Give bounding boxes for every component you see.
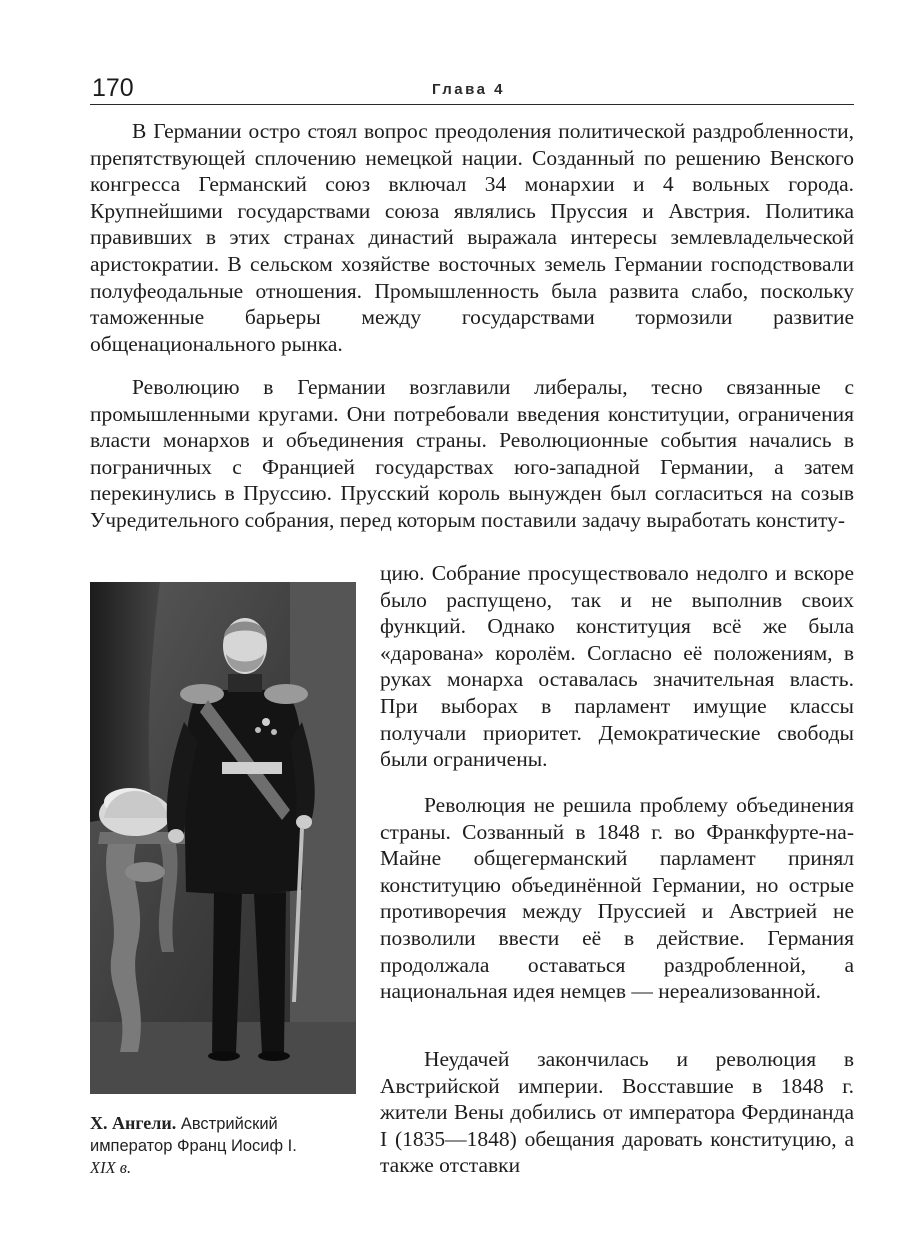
chapter-title: Глава 4	[432, 81, 506, 98]
caption-text: Австрийский император Франц Иосиф I.	[90, 1115, 297, 1155]
portrait-franz-joseph-illustration	[90, 582, 356, 1094]
caption-author: Х. Ангели.	[90, 1113, 177, 1133]
paragraph-unification-problem: Революция не решила проблему объединения страны. Созванный в 1848 г. во Франкфурте-на-Майне общегерманский парламент принял конституцию объединённой Германии, но острые противоречия между Пруссией и Австрией не позволили ввести её в действие. Германия продолжала оставаться раздробленной, а национальная идея немцев — нереализованной.	[380, 793, 854, 1004]
caption-century: XIX в.	[90, 1158, 132, 1177]
paragraph-revolution-germany-continued: цию. Собрание просуществовало недолго и вскоре было распущено, так и не выполнив своих функций. Однако конституция всё же была «дарована» королём. Согласно её положениям, в руках монарха оставалась значительная власть. При выборах в парламент имущие классы получали приоритет. Демократические свободы были ограничены.	[380, 561, 854, 772]
portrait-image	[90, 582, 356, 1094]
paragraph-germany-fragmentation: В Германии остро стоял вопрос преодоления политической раздробленности, препятствующей сплочению немецкой нации. Созданный по решению Венского конгресса Германский союз включал 34 монархии и 4 вольных города. Крупнейшими государствами союза являлись Пруссия и Австрия. Политика правивших в этих странах династий выражала интересы землевладельческой аристократии. В сельском хозяйстве восточных земель Германии господствовали полуфеодальные отношения. Промышленность была развита слабо, поскольку таможенные барьеры между государствами тормозили развитие общенационального рынка.	[90, 119, 854, 356]
page-header	[90, 72, 854, 105]
paragraph-austrian-revolution: Неудачей закончилась и революция в Австрийской империи. Восставшие в 1848 г. жители Вены добились от императора Фердинанда I (1835—1848) обещания даровать конституцию, а также отставки	[380, 1047, 854, 1178]
paragraph-revolution-germany: Революцию в Германии возглавили либералы, тесно связанные с промышленными кругами. Они потребовали введения конституции, ограничения власти монархов и объединения страны. Революционные события начались в пограничных с Францией государствах юго-западной Германии, а затем перекинулись в Пруссию. Прусский король вынужден был согласиться на созыв Учредительного собрания, перед которым поставили задачу выработать конститу-	[90, 375, 854, 532]
page-number: 170	[92, 74, 134, 102]
figure-caption	[90, 1112, 360, 1179]
